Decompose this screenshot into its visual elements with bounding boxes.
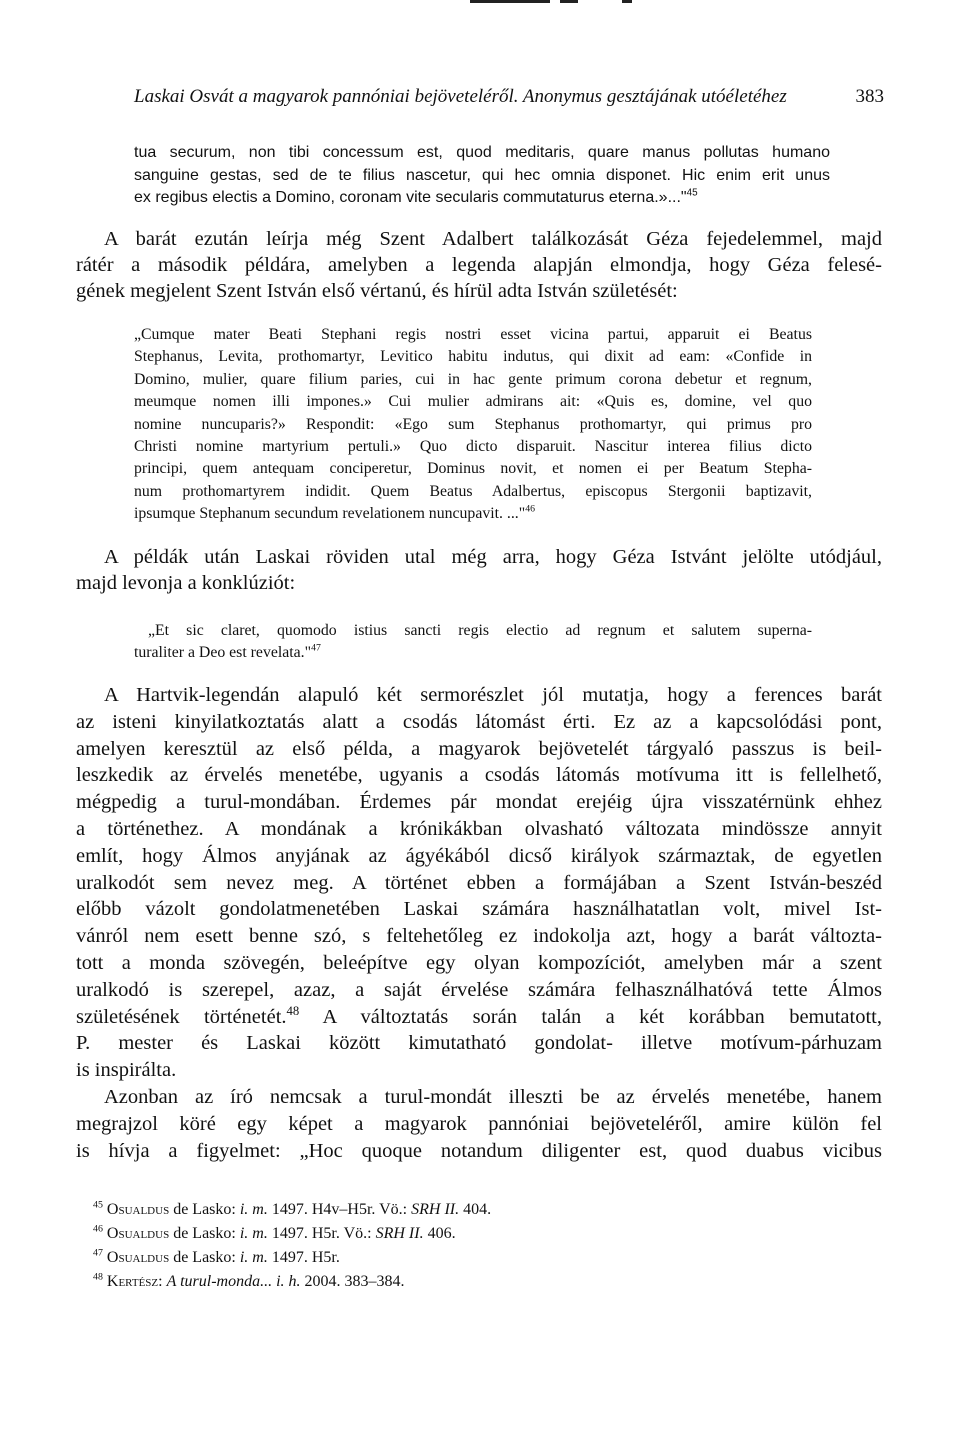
text-line: is inspirálta.	[76, 1059, 177, 1082]
text-line: principi, quem antequam conciperetur, Dominus novit, et nomen ei per Beatum Stepha-	[134, 460, 812, 478]
text-line: num prothomartyrem indidit. Quem Beatus Adalbertus, episcopus Stergonii baptizavit,	[134, 482, 812, 500]
text-line: turaliter a Deo est revelata."$^{47}$	[134, 643, 321, 662]
footnote-48: $^{48}$ Kertész: A turul-monda... i. h. 2004. 383–384.	[93, 1271, 405, 1290]
text-line: az isteni kinyilatkoztatás alatt a csodás látomást érti. Ez az a kapcsolódási pont,	[76, 710, 882, 733]
latin-continuation	[134, 142, 830, 210]
latin-quotation-2	[134, 620, 812, 665]
body-paragraph-2	[76, 544, 882, 596]
text-line: megrajzol köré egy képet a magyarok pannóniai bejöveteléről, amire külön fel	[76, 1112, 882, 1135]
footnote-46: $^{46}$ Osualdus de Lasko: i. m. 1497. H5r. Vö.: SRH II. 406.	[93, 1223, 456, 1242]
text-line: Christi nomine martyrium pertuli.» Quo dicto disparuit. Nascitur interea filius dicto	[134, 438, 812, 456]
text-line: tua securum, non tibi concessum est, quod meditaris, quare manus pollutas humano	[134, 144, 830, 161]
text-line: sanguine gestas, sed de te filius nascetur, qui hec omnia disponet. Hic enim erit unus	[134, 166, 830, 184]
text-line: Stephanus, Levita, prothomartyr, Levitico habitu indutus, qui dixit ad eam: «Confide in	[134, 348, 812, 366]
text-line: mégpedig a turul-mondában. Érdemes pár mondat erejéig újra visszatérnünk ehhez	[76, 791, 882, 814]
text-line: „Et sic claret, quomodo istius sancti regis electio ad regnum et salutem superna-	[148, 622, 812, 639]
text-line: gének megjelent Szent István első vértanú, és hírül adta István születését:	[76, 280, 678, 303]
footnote-47: $^{47}$ Osualdus de Lasko: i. m. 1497. H5r.	[93, 1247, 340, 1266]
text-line: meumque nomen illi impones.» Cui mulier admirans ait: «Quis es, domine, vel quo	[134, 393, 812, 411]
text-line: amelyen keresztül az első példa, a magyarok bejövetelét tárgyaló passzus is beil-	[76, 737, 882, 760]
text-line: tott a monda szövegén, beleépítve egy olyan kompozíciót, amelyben már a szent	[76, 951, 882, 974]
footnote-ref-45: 45	[686, 187, 698, 199]
text-line: P. mester és Laskai között kimutatható gondolat- illetve motívum-párhuzam	[76, 1032, 882, 1055]
text-line: Domino, mulier, quare filium paries, cui in hac gente primum corona debetur et regnum,	[134, 370, 812, 388]
page-number: 383	[855, 86, 884, 107]
text-line: A barát ezután leírja még Szent Adalbert találkozását Géza fejedelemmel, majd	[104, 228, 882, 250]
footnote-ref-46: 46	[525, 503, 535, 515]
text-line: Azonban az író nemcsak a turul-mondát illeszti be az érvelés menetébe, hanem	[104, 1086, 882, 1108]
text-line: uralkodó is szerepel, azaz, a saját érvelése számára felhasználhatóvá tette Álmos	[76, 978, 882, 1001]
text-line: A Hartvik-legendán alapuló két sermorészlet jól mutatja, hogy a ferences barát	[104, 684, 882, 706]
running-title: Laskai Osvát a magyarok pannóniai bejöveteléről. Anonymus gesztájának utóéletéhez	[134, 86, 787, 107]
text-line: a történethez. A mondának a krónikákban olvasható változata mindössze annyit	[76, 817, 882, 840]
footnote-45: $^{45}$ Osualdus de Lasko: i. m. 1497. H4v–H5r. Vö.: SRH II. 404.	[93, 1199, 492, 1218]
text-line: vánról nem esett benne szó, s feltehetőleg ez indokolja azt, hogy a barát változta-	[76, 925, 882, 948]
text-line: A példák után Laskai röviden utal még arra, hogy Géza Istvánt jelölte utódjául,	[104, 546, 882, 568]
text-line: ex regibus electis a Domino, coronam vite secularis commutaturus eterna.»..."$^{45}$	[134, 187, 698, 207]
text-line: ipsumque Stephanum secundum revelationem nuncupavit. ..."$^{46}$	[134, 503, 535, 523]
running-header	[134, 86, 884, 116]
text-line: nomine nuncuparis?» Respondit: «Ego sum Stephanus prothomartyr, qui primus pro	[134, 415, 812, 433]
body-paragraph-3	[76, 682, 882, 1084]
text-line: említ, hogy Álmos anyjának az ágyékából dicső királyok származtak, de egyetlen	[76, 844, 882, 867]
text-line: majd levonja a konklúziót:	[76, 572, 296, 595]
text-line: rátér a második példára, amelyben a legenda alapján elmondja, hogy Géza felesé-	[76, 254, 882, 277]
latin-quotation-1	[134, 324, 812, 526]
text-line: „Cumque mater Beati Stephani regis nostri esset vicina partui, apparuit ei Beatus	[134, 326, 812, 343]
footnote-ref-47: 47	[311, 643, 321, 655]
text-line: uralkodót sem nevez meg. A történet ebben a formájában a Szent István-beszéd	[76, 871, 882, 894]
body-paragraph-1	[76, 226, 882, 305]
top-edge-marks	[0, 0, 960, 6]
text-line: is hívja a figyelmet: „Hoc quoque notandum diligenter est, quod duabus vicibus	[76, 1139, 882, 1162]
footnote-ref-48: 48	[286, 1003, 300, 1018]
text-line: születésének történetét.$^{48}$ A változtatás során talán a két korábban bemutatott,	[76, 1003, 882, 1028]
text-line: előbb vázolt gondolatmenetében Laskai számára használhatatlan volt, mivel Ist-	[76, 898, 882, 921]
body-paragraph-4	[76, 1084, 882, 1164]
text-line: leszkedik az érvelés menetébe, ugyanis a csodás látomás motívuma itt is fellelhető,	[76, 764, 882, 787]
